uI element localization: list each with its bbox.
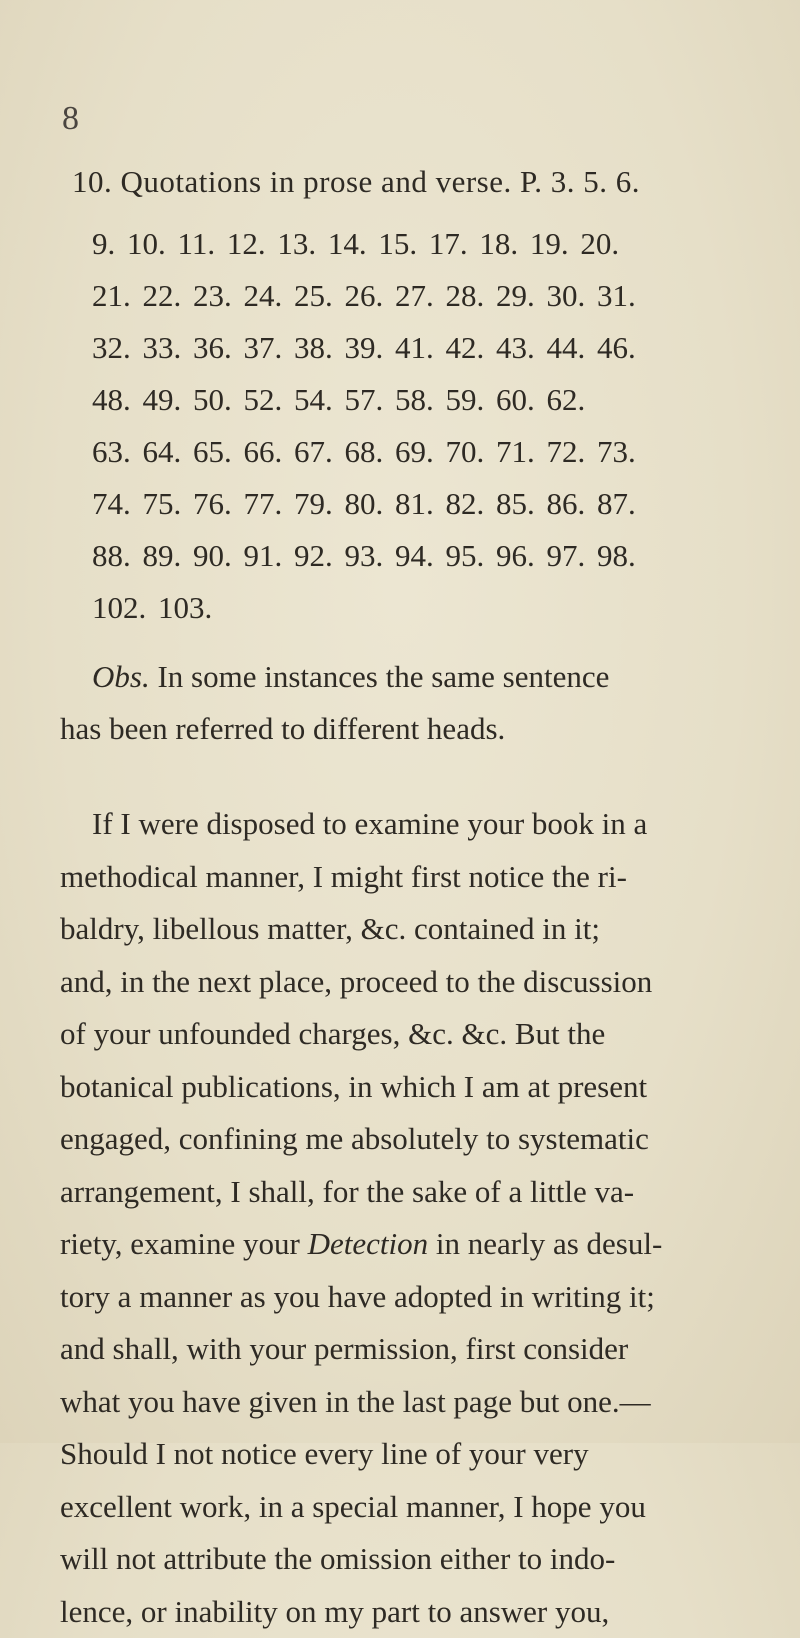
body-paragraph: [60, 798, 760, 1638]
paragraph-line: will not attribute the omission either to indo-: [60, 1533, 760, 1586]
reference-line: 74. 75. 76. 77. 79. 80. 81. 82. 85. 86. 87.: [92, 478, 636, 530]
page-reference-list: [92, 218, 636, 634]
paragraph-line: methodical manner, I might first notice the ri-: [60, 851, 760, 904]
paragraph-line: If I were disposed to examine your book in a: [60, 798, 760, 851]
reference-line: 21. 22. 23. 24. 25. 26. 27. 28. 29. 30. 31.: [92, 270, 636, 322]
page-number: 8: [62, 100, 79, 138]
paragraph-line: [60, 1218, 760, 1271]
book-title-italic: Detection: [308, 1226, 429, 1261]
paragraph-line: and shall, with your permission, first consider: [60, 1323, 760, 1376]
paragraph-line: and, in the next place, proceed to the discussion: [60, 956, 760, 1009]
reference-line: 88. 89. 90. 91. 92. 93. 94. 95. 96. 97. 98.: [92, 530, 636, 582]
reference-line: 9. 10. 11. 12. 13. 14. 15. 17. 18. 19. 20.: [92, 218, 636, 270]
paragraph-line: tory a manner as you have adopted in writing it;: [60, 1271, 760, 1324]
line-text: riety, examine your: [60, 1226, 308, 1261]
observation-continuation: has been referred to different heads.: [60, 711, 505, 747]
paragraph-line: what you have given in the last page but one.—: [60, 1376, 760, 1429]
paragraph-line: arrangement, I shall, for the sake of a little va-: [60, 1166, 760, 1219]
line-text: in nearly as desul-: [428, 1226, 662, 1261]
reference-line: 102. 103.: [92, 582, 636, 634]
reference-line: 63. 64. 65. 66. 67. 68. 69. 70. 71. 72. 73.: [92, 426, 636, 478]
paragraph-line: Should I not notice every line of your very: [60, 1428, 760, 1481]
reference-line: 32. 33. 36. 37. 38. 39. 41. 42. 43. 44. 46.: [92, 322, 636, 374]
quotations-heading: 10. Quotations in prose and verse. P. 3. 5. 6.: [72, 164, 640, 200]
paragraph-line: lence, or inability on my part to answer you,: [60, 1586, 760, 1638]
paragraph-line: botanical publications, in which I am at present: [60, 1061, 760, 1114]
observation-text: In some instances the same sentence: [150, 659, 610, 694]
paragraph-line: engaged, confining me absolutely to systematic: [60, 1113, 760, 1166]
paragraph-line: baldry, libellous matter, &c. contained in it;: [60, 903, 760, 956]
paragraph-line: excellent work, in a special manner, I hope you: [60, 1481, 760, 1534]
paragraph-line: of your unfounded charges, &c. &c. But the: [60, 1008, 760, 1061]
observation-note: [92, 659, 609, 695]
observation-label: Obs.: [92, 659, 150, 694]
reference-line: 48. 49. 50. 52. 54. 57. 58. 59. 60. 62.: [92, 374, 636, 426]
